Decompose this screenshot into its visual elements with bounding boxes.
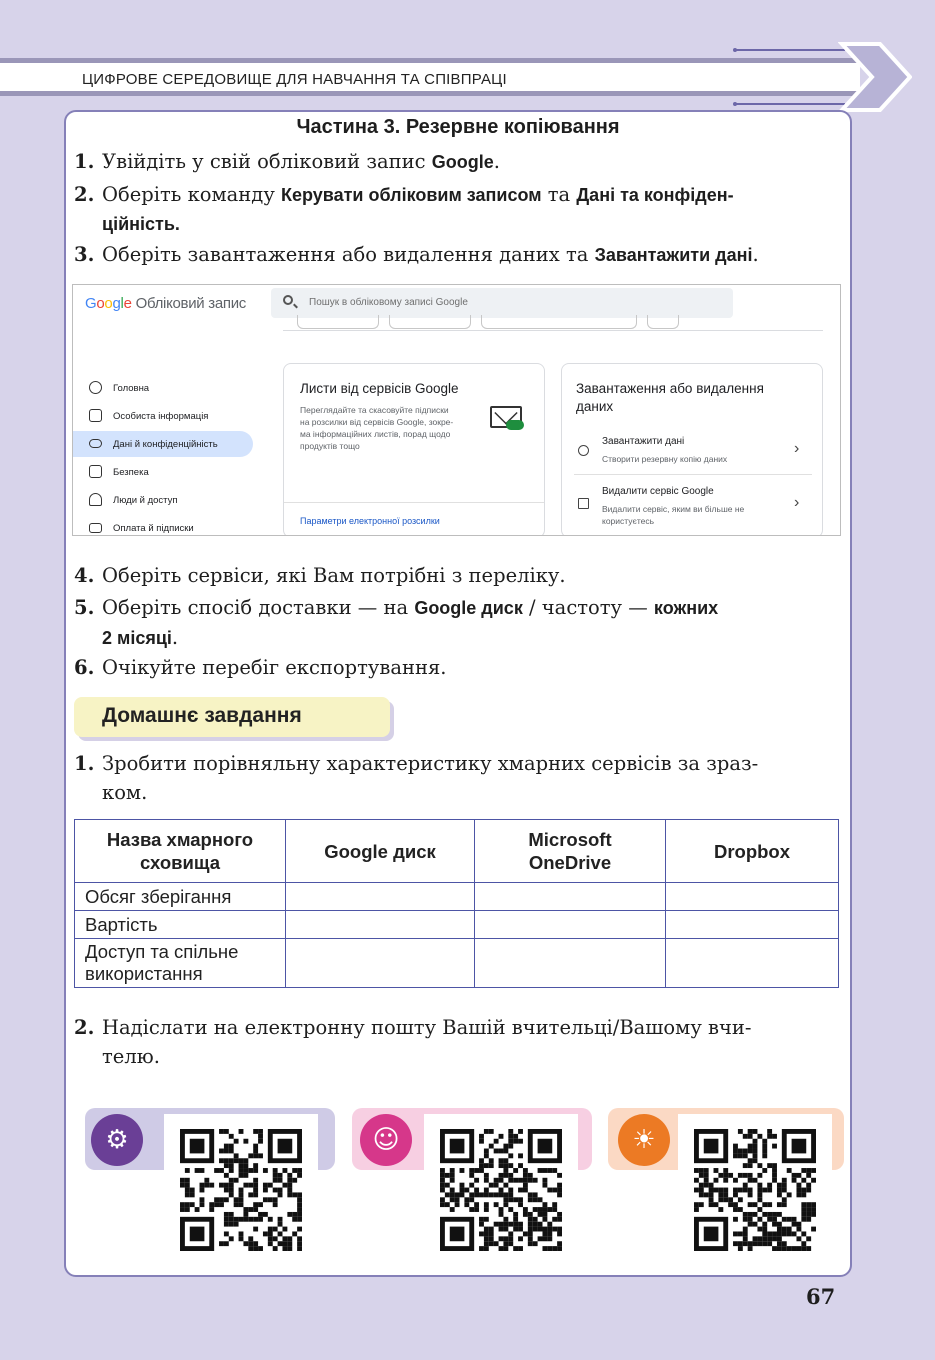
row-subtitle-line: Видалити сервіс, яким ви більше не xyxy=(602,504,745,514)
row-title: Завантажити дані xyxy=(602,436,685,447)
sidebar-item-personal-info[interactable] xyxy=(73,403,253,429)
header-arrow-icon xyxy=(838,42,912,112)
panel-description-line: продуктів тощо xyxy=(300,441,360,451)
google-account-screenshot xyxy=(72,284,841,536)
sidebar-item-label: Безпека xyxy=(113,467,149,478)
table-row xyxy=(75,911,839,939)
trash-icon xyxy=(578,498,589,509)
table-header xyxy=(75,820,286,883)
running-header: ЦИФРОВЕ СЕРЕДОВИЩЕ ДЛЯ НАВЧАННЯ ТА СПІВПРАЦІ xyxy=(82,71,507,88)
panel-title-line: даних xyxy=(576,399,614,414)
section-title: Частина 3. Резервне копіювання xyxy=(296,116,620,138)
cell-line: використання xyxy=(85,963,203,984)
table-cell[interactable] xyxy=(475,911,666,939)
table-cell xyxy=(75,911,286,939)
step-number: 2. xyxy=(74,183,95,206)
homework-task-2 xyxy=(74,1013,840,1071)
step-text: телю. xyxy=(102,1045,160,1068)
step-2 xyxy=(74,180,840,239)
step-text: Оберіть завантаження або видалення даних та xyxy=(102,243,595,266)
qr-code-icon xyxy=(180,1128,302,1252)
table-header xyxy=(286,820,475,883)
step-bold: ційність. xyxy=(102,214,180,234)
step-bold: Керувати обліковим записом xyxy=(281,185,542,205)
app-name: Обліковий запис xyxy=(135,295,246,312)
step-5 xyxy=(74,593,840,653)
step-number: 5. xyxy=(74,596,95,619)
qr-code-2[interactable] xyxy=(424,1114,578,1260)
step-number: 6. xyxy=(74,656,95,679)
sidebar-item-label: Люди й доступ xyxy=(113,495,178,506)
table-cell[interactable] xyxy=(475,939,666,988)
google-logo: Google Обліковий запис xyxy=(85,295,246,312)
panel-download-delete xyxy=(561,363,823,536)
table-cell[interactable] xyxy=(666,883,839,911)
step-text: ком. xyxy=(102,781,148,804)
row-title: Видалити сервіс Google xyxy=(602,486,714,497)
table-header-row xyxy=(75,820,839,883)
step-bold: Дані та конфіден- xyxy=(576,185,734,205)
search-icon xyxy=(283,295,293,305)
table-cell[interactable] xyxy=(286,939,475,988)
step-number: 3. xyxy=(74,243,95,266)
step-3 xyxy=(74,240,840,270)
id-card-icon xyxy=(89,409,102,422)
panel-title: Листи від сервісів Google xyxy=(300,381,459,396)
cell-line: Доступ та спільне xyxy=(85,941,239,962)
step-text: Увійдіть у свій обліковий запис xyxy=(102,150,432,173)
table-cell[interactable] xyxy=(286,883,475,911)
homework-label-text: Домашнє завдання xyxy=(102,704,302,727)
table-cell[interactable] xyxy=(666,939,839,988)
toggle-icon xyxy=(89,439,102,448)
step-6 xyxy=(74,653,840,682)
homework-task-1 xyxy=(74,749,840,807)
step-text: Надіслати на електронну пошту Вашій вчительці/Вашому вчи- xyxy=(102,1016,752,1039)
step-text: . xyxy=(752,243,759,266)
lightbulb-icon: ☀ xyxy=(618,1114,670,1166)
step-bold: 2 місяці xyxy=(102,628,172,648)
email-settings-link[interactable]: Параметри електронної розсилки xyxy=(300,516,440,526)
step-bold: кожних xyxy=(653,598,719,618)
header-line: Назва хмарного xyxy=(106,829,254,850)
step-number: 4. xyxy=(74,564,95,587)
table-row xyxy=(75,883,839,911)
table-cell[interactable] xyxy=(286,911,475,939)
step-text: Зробити порівняльну характеристику хмарних сервісів за зраз- xyxy=(102,752,759,775)
step-bold: Google xyxy=(431,152,494,172)
table-cell xyxy=(75,883,286,911)
panel-title xyxy=(576,380,764,416)
sidebar-item-payments[interactable] xyxy=(73,515,253,536)
step-text: та xyxy=(541,183,577,206)
chevron-right-icon: › xyxy=(794,494,800,511)
cell-line: Обсяг зберігання xyxy=(85,885,232,907)
sidebar-item-label: Особиста інформація xyxy=(113,411,209,422)
search-input[interactable] xyxy=(271,288,733,318)
header-line: OneDrive xyxy=(528,852,612,873)
step-4 xyxy=(74,561,840,590)
group-icon: ☺ xyxy=(360,1114,412,1166)
people-icon xyxy=(89,493,102,506)
panel-description-line: на розсилки від сервісів Google, зокре- xyxy=(300,417,454,427)
home-icon xyxy=(89,381,102,394)
panel-description-line: Переглядайте та скасовуйте підписки xyxy=(300,405,449,415)
sidebar-item-people[interactable] xyxy=(73,487,253,513)
sidebar-item-label: Дані й конфіденційність xyxy=(113,439,218,450)
panel-email-subscriptions xyxy=(283,363,545,536)
sidebar-item-security[interactable] xyxy=(73,459,253,485)
decor-dot xyxy=(733,102,737,106)
chevron-right-icon: › xyxy=(794,440,800,457)
step-text: . xyxy=(493,150,500,173)
row-subtitle-line: користуєтесь xyxy=(602,516,655,526)
sidebar-item-label: Головна xyxy=(113,383,150,394)
download-icon xyxy=(578,445,589,456)
step-1 xyxy=(74,147,840,177)
sidebar-item-label: Оплата й підписки xyxy=(113,523,194,534)
header-band xyxy=(0,58,860,96)
header-line: сховища xyxy=(139,852,221,873)
qr-code-icon xyxy=(440,1128,562,1252)
chip-strip xyxy=(283,315,823,331)
card-icon xyxy=(89,523,102,533)
sidebar-item-home[interactable] xyxy=(73,375,253,401)
cell-line: Вартість xyxy=(85,913,158,935)
step-text: Оберіть команду xyxy=(102,183,281,206)
table-cell[interactable] xyxy=(666,911,839,939)
panel-description-line: ма інформаційних листів, порад щодо xyxy=(300,429,451,439)
person-gear-icon: ⚙ xyxy=(91,1114,143,1166)
decor-line xyxy=(735,49,845,51)
table-cell xyxy=(75,939,286,988)
step-text: / частоту — xyxy=(522,596,654,619)
comparison-table xyxy=(74,819,839,988)
table-cell[interactable] xyxy=(475,883,666,911)
step-text: Оберіть сервіси, які Вам потрібні з переліку. xyxy=(102,564,566,587)
step-text: . xyxy=(171,626,179,649)
header-line: Google диск xyxy=(324,840,436,862)
step-number: 2. xyxy=(74,1016,95,1039)
step-bold: Google диск xyxy=(414,598,523,618)
header-line: Dropbox xyxy=(713,840,791,862)
panel-title-line: Завантаження або видалення xyxy=(576,381,764,396)
homework-label xyxy=(74,697,390,737)
lock-icon xyxy=(89,465,102,478)
row-subtitle xyxy=(602,503,744,527)
page-number: 67 xyxy=(806,1284,836,1309)
decor-dot xyxy=(733,48,737,52)
step-text: Оберіть спосіб доставки — на xyxy=(102,596,415,619)
search-placeholder: Пошук в обліковому записі Google xyxy=(309,297,468,308)
step-bold: Завантажити дані xyxy=(594,245,753,265)
qr-code-3[interactable] xyxy=(678,1114,832,1260)
qr-code-1[interactable] xyxy=(164,1114,318,1260)
table-row xyxy=(75,939,839,988)
qr-code-icon xyxy=(694,1128,816,1252)
row-subtitle: Створити резервну копію даних xyxy=(602,454,728,464)
table-header xyxy=(666,820,839,883)
step-number: 1. xyxy=(74,752,95,775)
sidebar-item-data-privacy[interactable] xyxy=(73,431,253,457)
step-number: 1. xyxy=(74,150,95,173)
decor-line xyxy=(735,103,845,105)
header-line: Microsoft xyxy=(528,829,612,850)
table-header xyxy=(475,820,666,883)
step-text: Очікуйте перебіг експортування. xyxy=(102,656,447,679)
panel-description xyxy=(300,404,453,452)
toggle-on-icon xyxy=(506,420,524,430)
